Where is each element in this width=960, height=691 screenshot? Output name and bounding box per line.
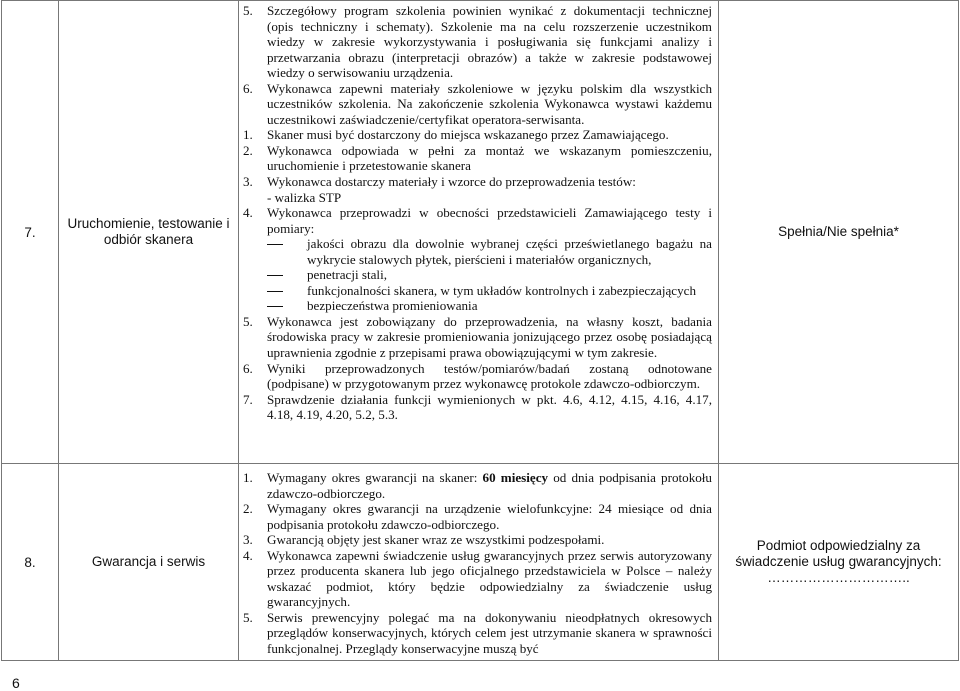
dash-bullet <box>267 267 307 283</box>
list-item: 3. Gwarancją objęty jest skaner wraz ze wszystkimi podzespołami. <box>243 532 605 548</box>
dash-bullet <box>267 298 307 314</box>
list-item <box>243 190 712 206</box>
dash-item: jakości obrazu dla dowolnie wybranej części prześwietlanego bagażu na wykrycie stalowych płytek, pierścieni i materiałów organicznych, <box>243 236 712 267</box>
requirements-cell <box>239 464 719 661</box>
row-name: Gwarancja i serwis <box>59 464 239 661</box>
list-item: 5. Szczegółowy program szkolenia powinien wynikać z dokumentacji technicznej (opis techniczny i schematy). Szkolenie ma na celu rozszerzenie uczestnikom wiedzy w zakresie wykorzystywania i posługiwania się funkcjami analizy i przetwarzania obrazu (interpretacji obrazów) a także w zakresie podstawowej wiedzy o serwisowaniu urządzenia. <box>243 3 712 81</box>
specification-table <box>1 0 959 661</box>
dash-bullet <box>267 236 307 267</box>
list-item: 1. Skaner musi być dostarczony do miejsca wskazanego przez Zamawiającego. <box>243 127 669 143</box>
page-number: 6 <box>12 675 20 691</box>
list-item: 4. Wykonawca zapewni świadczenie usług gwarancyjnych przez serwis autoryzowany przez producenta skanera lub jego oficjalnego przedstawiciela w Polsce – należy wskazać podmiot, który będzie odpowiedzialny za świadczenie usług gwarancyjnych. <box>243 547 712 610</box>
fulfilment-blank: ………………………….. <box>767 570 910 585</box>
row-number: 8. <box>2 464 59 661</box>
fulfilment-label: Podmiot odpowiedzialny za świadczenie usług gwarancyjnych: <box>735 538 942 569</box>
table-row <box>2 1 959 464</box>
warranty-period: 60 miesięcy <box>482 470 549 485</box>
requirements-cell <box>239 1 719 464</box>
list-item: 7. Sprawdzenie działania funkcji wymienionych w pkt. 4.6, 4.12, 4.15, 4.16, 4.17, 4.18, 4.19, 4.20, 5.2, 5.3. <box>243 391 712 423</box>
row-name: Uruchomienie, testowanie i odbiór skanera <box>59 1 239 464</box>
list-item: 6. Wyniki przeprowadzonych testów/pomiarów/badań zostaną odnotowane (podpisane) w przygotowanym przez wykonawcę protokole zdawczo-odbiorczym. <box>243 360 712 392</box>
table-row <box>2 464 959 661</box>
list-item: 2. Wymagany okres gwarancji na urządzenie wielofunkcyjne: 24 miesiące od dnia podpisania protokołu zdawczo-odbiorczego. <box>243 501 712 532</box>
list-item: 5. Serwis prewencyjny polegać ma na dokonywaniu nieodpłatnych okresowych przeglądów konserwacyjnych, których celem jest utrzymanie skanera w sprawności funkcjonalnej. Przeglądy konserwacyjne muszą być <box>243 609 712 657</box>
fulfilment-cell: Spełnia/Nie spełnia* <box>719 1 959 464</box>
dash-item: penetracji stali, <box>243 267 712 283</box>
dash-item: funkcjonalności skanera, w tym układów kontrolnych i zabezpieczających <box>243 283 712 299</box>
list-item: 4. Wykonawca przeprowadzi w obecności przedstawicieli Zamawiającego testy i pomiary: <box>243 205 712 236</box>
list-item: 3. Wykonawca dostarczy materiały i wzorce do przeprowadzenia testów: <box>243 174 636 190</box>
dash-bullet <box>267 283 307 299</box>
dash-item: bezpieczeństwa promieniowania <box>243 298 712 314</box>
list-item: 6. Wykonawca zapewni materiały szkoleniowe w języku polskim dla wszystkich uczestników szkolenia. Na zakończenie szkolenia Wykonawca wystawi każdemu uczestnikowi zaświadczenie/certyfikat operatora-serwisanta. <box>243 80 712 127</box>
fulfilment-cell <box>719 464 959 661</box>
suitcase-text: - walizka STP <box>267 189 342 205</box>
row-number: 7. <box>2 1 59 464</box>
list-item: 1. Wymagany okres gwarancji na skaner: 60 miesięcy od dnia podpisania protokołu zdawczo-odbiorczego. <box>243 470 712 501</box>
list-item: 2. Wykonawca odpowiada w pełni za montaż we wskazanym pomieszczeniu, uruchomienie i przetestowanie skanera <box>243 142 712 174</box>
list-item: 5. Wykonawca jest zobowiązany do przeprowadzenia, na własny koszt, badania środowiska pracy w zakresie promieniowania jonizującego przez osobę posiadającą uprawnienia zgodnie z przepisami prawa obowiązującymi w tym zakresie. <box>243 313 712 361</box>
